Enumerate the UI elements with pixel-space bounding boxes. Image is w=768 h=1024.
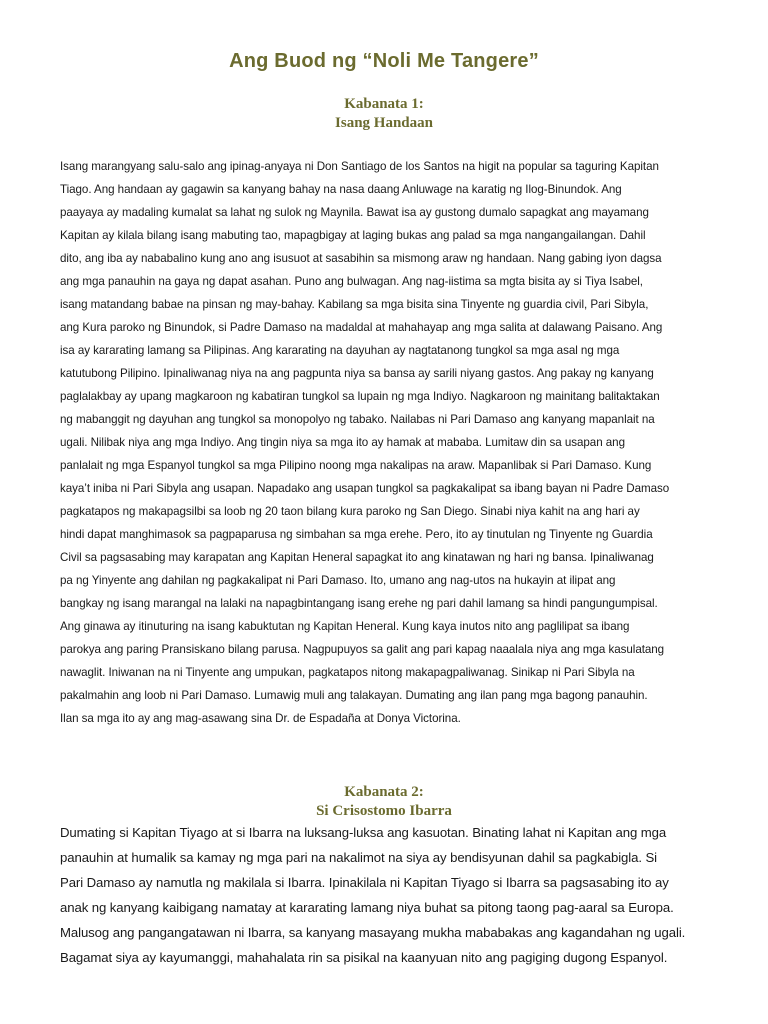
paragraph-line: kaya’t iniba ni Pari Sibyla ang usapan. Napadako ang usapan tungkol sa pagkakalipat sa ibang bayan ni Padre Damaso [60, 482, 670, 495]
paragraph-line: katutubong Pilipino. Ipinaliwanag niya na ang pagpunta niya sa bansa ay sarili niyang gastos. Ang pakay ng kanyang [60, 367, 654, 380]
paragraph-line: ugali. Nilibak niya ang mga Indiyo. Ang tingin niya sa mga ito ay hamak at mababa. Lumitaw din sa usapan ang [60, 436, 625, 449]
paragraph-line: Tiago. Ang handaan ay gagawin sa kanyang bahay na nasa daang Anluwage na karatig ng Ilog-Binundok. Ang [60, 183, 622, 196]
paragraph-line: isang matandang babae na pinsan ng may-bahay. Kabilang sa mga bisita sina Tinyente ng guardia civil, Pari Sibyla, [60, 298, 649, 311]
paragraph-line: isa ay kararating lamang sa Pilipinas. Ang kararating na dayuhan ay nagtatanong tungkol sa mga asal ng mga [60, 344, 620, 357]
paragraph-line: nawaglit. Iniwanan na ni Tinyente ang umpukan, pagkatapos nitong makapagpaliwanag. Sinikap ni Pari Sibyla na [60, 666, 635, 679]
chapter-1-body [60, 155, 720, 730]
paragraph-line: Civil sa pagsasabing may karapatan ang Kapitan Heneral sapagkat ito ang kinatawan ng hari ng bansa. Ipinaliwanag [60, 551, 654, 564]
paragraph-line: panlalait ng mga Espanyol tungkol sa mga Pilipino noong mga nakalipas na araw. Mapanlibak si Pari Damaso. Kung [60, 459, 652, 472]
chapter-1-heading [0, 95, 768, 133]
paragraph-line: hindi dapat manghimasok sa pagpaparusa ng simbahan sa mga erehe. Pero, ito ay tinutulan ng Tinyente ng Guardia [60, 528, 653, 541]
paragraph-line: paayaya ay madaling kumalat sa lahat ng sulok ng Maynila. Bawat isa ay gustong dumalo sapagkat ang mayamang [60, 206, 649, 219]
paragraph-line: pakalmahin ang loob ni Pari Damaso. Lumawig muli ang talakayan. Dumating ang ilan pang mga bagong panauhin. [60, 689, 648, 702]
paragraph-line: panauhin at humalik sa kamay ng mga pari na nakalimot na siya ay bendisyunan dahil sa pagkabigla. Si [60, 850, 657, 865]
paragraph-line: Bagamat siya ay kayumanggi, mahahalata rin sa pisikal na kaanyuan nito ang pagiging dugong Espanyol. [60, 950, 668, 965]
paragraph-line: Isang marangyang salu-salo ang ipinag-anyaya ni Don Santiago de los Santos na higit na popular sa taguring Kapitan [60, 160, 659, 173]
paragraph-line: anak ng kanyang kaibigang namatay at kararating lamang niya buhat sa pitong taong pag-aaral sa Europa. [60, 900, 674, 915]
paragraph-line: bangkay ng isang marangal na lalaki na napagbintangang isang erehe ng pari dahil lamang sa hindi pangungumpisal. [60, 597, 658, 610]
paragraph-line: ng mabanggit ng dayuhan ang tungkol sa monopolyo ng tabako. Nailabas ni Pari Damaso ang kanyang mapanlait na [60, 413, 655, 426]
chapter-2-body [60, 820, 720, 970]
paragraph-line: Dumating si Kapitan Tiyago at si Ibarra na luksang-luksa ang kasuotan. Binating lahat ni Kapitan ang mga [60, 825, 667, 840]
paragraph-line: Malusog ang pangangatawan ni Ibarra, sa kanyang masayang mukha mababakas ang kagandahan ng ugali. [60, 925, 686, 940]
paragraph-line: Pari Damaso ay namutla ng makilala si Ibarra. Ipinakilala ni Kapitan Tiyago si Ibarra sa pagsasabing ito ay [60, 875, 669, 890]
paragraph-line: pa ng Yinyente ang dahilan ng pagkakalipat ni Pari Damaso. Ito, umano ang nag-utos na hukayin at ilipat ang [60, 574, 616, 587]
paragraph-line: ang Kura paroko ng Binundok, si Padre Damaso na madaldal at mahahayap ang mga salita at dalawang Paisano. Ang [60, 321, 663, 334]
paragraph-line: Ilan sa mga ito ay ang mag-asawang sina Dr. de Espadaña at Donya Victorina. [60, 712, 461, 725]
chapter-2-number: Kabanata 2: [344, 784, 424, 800]
chapter-1-number: Kabanata 1: [344, 96, 424, 112]
paragraph-line: Kapitan ay kilala bilang isang mabuting tao, mapagbigay at laging bukas ang palad sa mga nangangailangan. Dahil [60, 229, 646, 242]
document-title: Ang Buod ng “Noli Me Tangere” [229, 50, 539, 72]
paragraph-line: parokya ang paring Pransiskano bilang parusa. Nagpupuyos sa galit ang pari kapag naaalala niya ang mga kasulatang [60, 643, 665, 656]
paragraph-line: pagkatapos ng makapagsilbi sa loob ng 20 taon bilang kura paroko ng San Diego. Sinabi niya kahit na ang hari ay [60, 505, 640, 518]
chapter-2-name: Si Crisostomo Ibarra [316, 803, 452, 819]
paragraph-line: paglalakbay ay upang magkaroon ng kabatiran tungkol sa lupain ng mga Indiyo. Nagkaroon ng mainitang balitaktakan [60, 390, 660, 403]
chapter-2-heading [0, 783, 768, 821]
paragraph-line: Ang ginawa ay itinuturing na isang kabuktutan ng Kapitan Heneral. Kung kaya inutos nito ang paglilipat sa ibang [60, 620, 630, 633]
chapter-1-name: Isang Handaan [335, 115, 433, 131]
paragraph-line: dito, ang iba ay nababalino kung ano ang isusuot at sasabihin sa mismong araw ng handaan. Nang gabing iyon dagsa [60, 252, 662, 265]
paragraph-line: ang mga panauhin na gaya ng dapat asahan. Puno ang bulwagan. Ang nag-iistima sa mgta bisita ay si Tiya Isabel, [60, 275, 643, 288]
